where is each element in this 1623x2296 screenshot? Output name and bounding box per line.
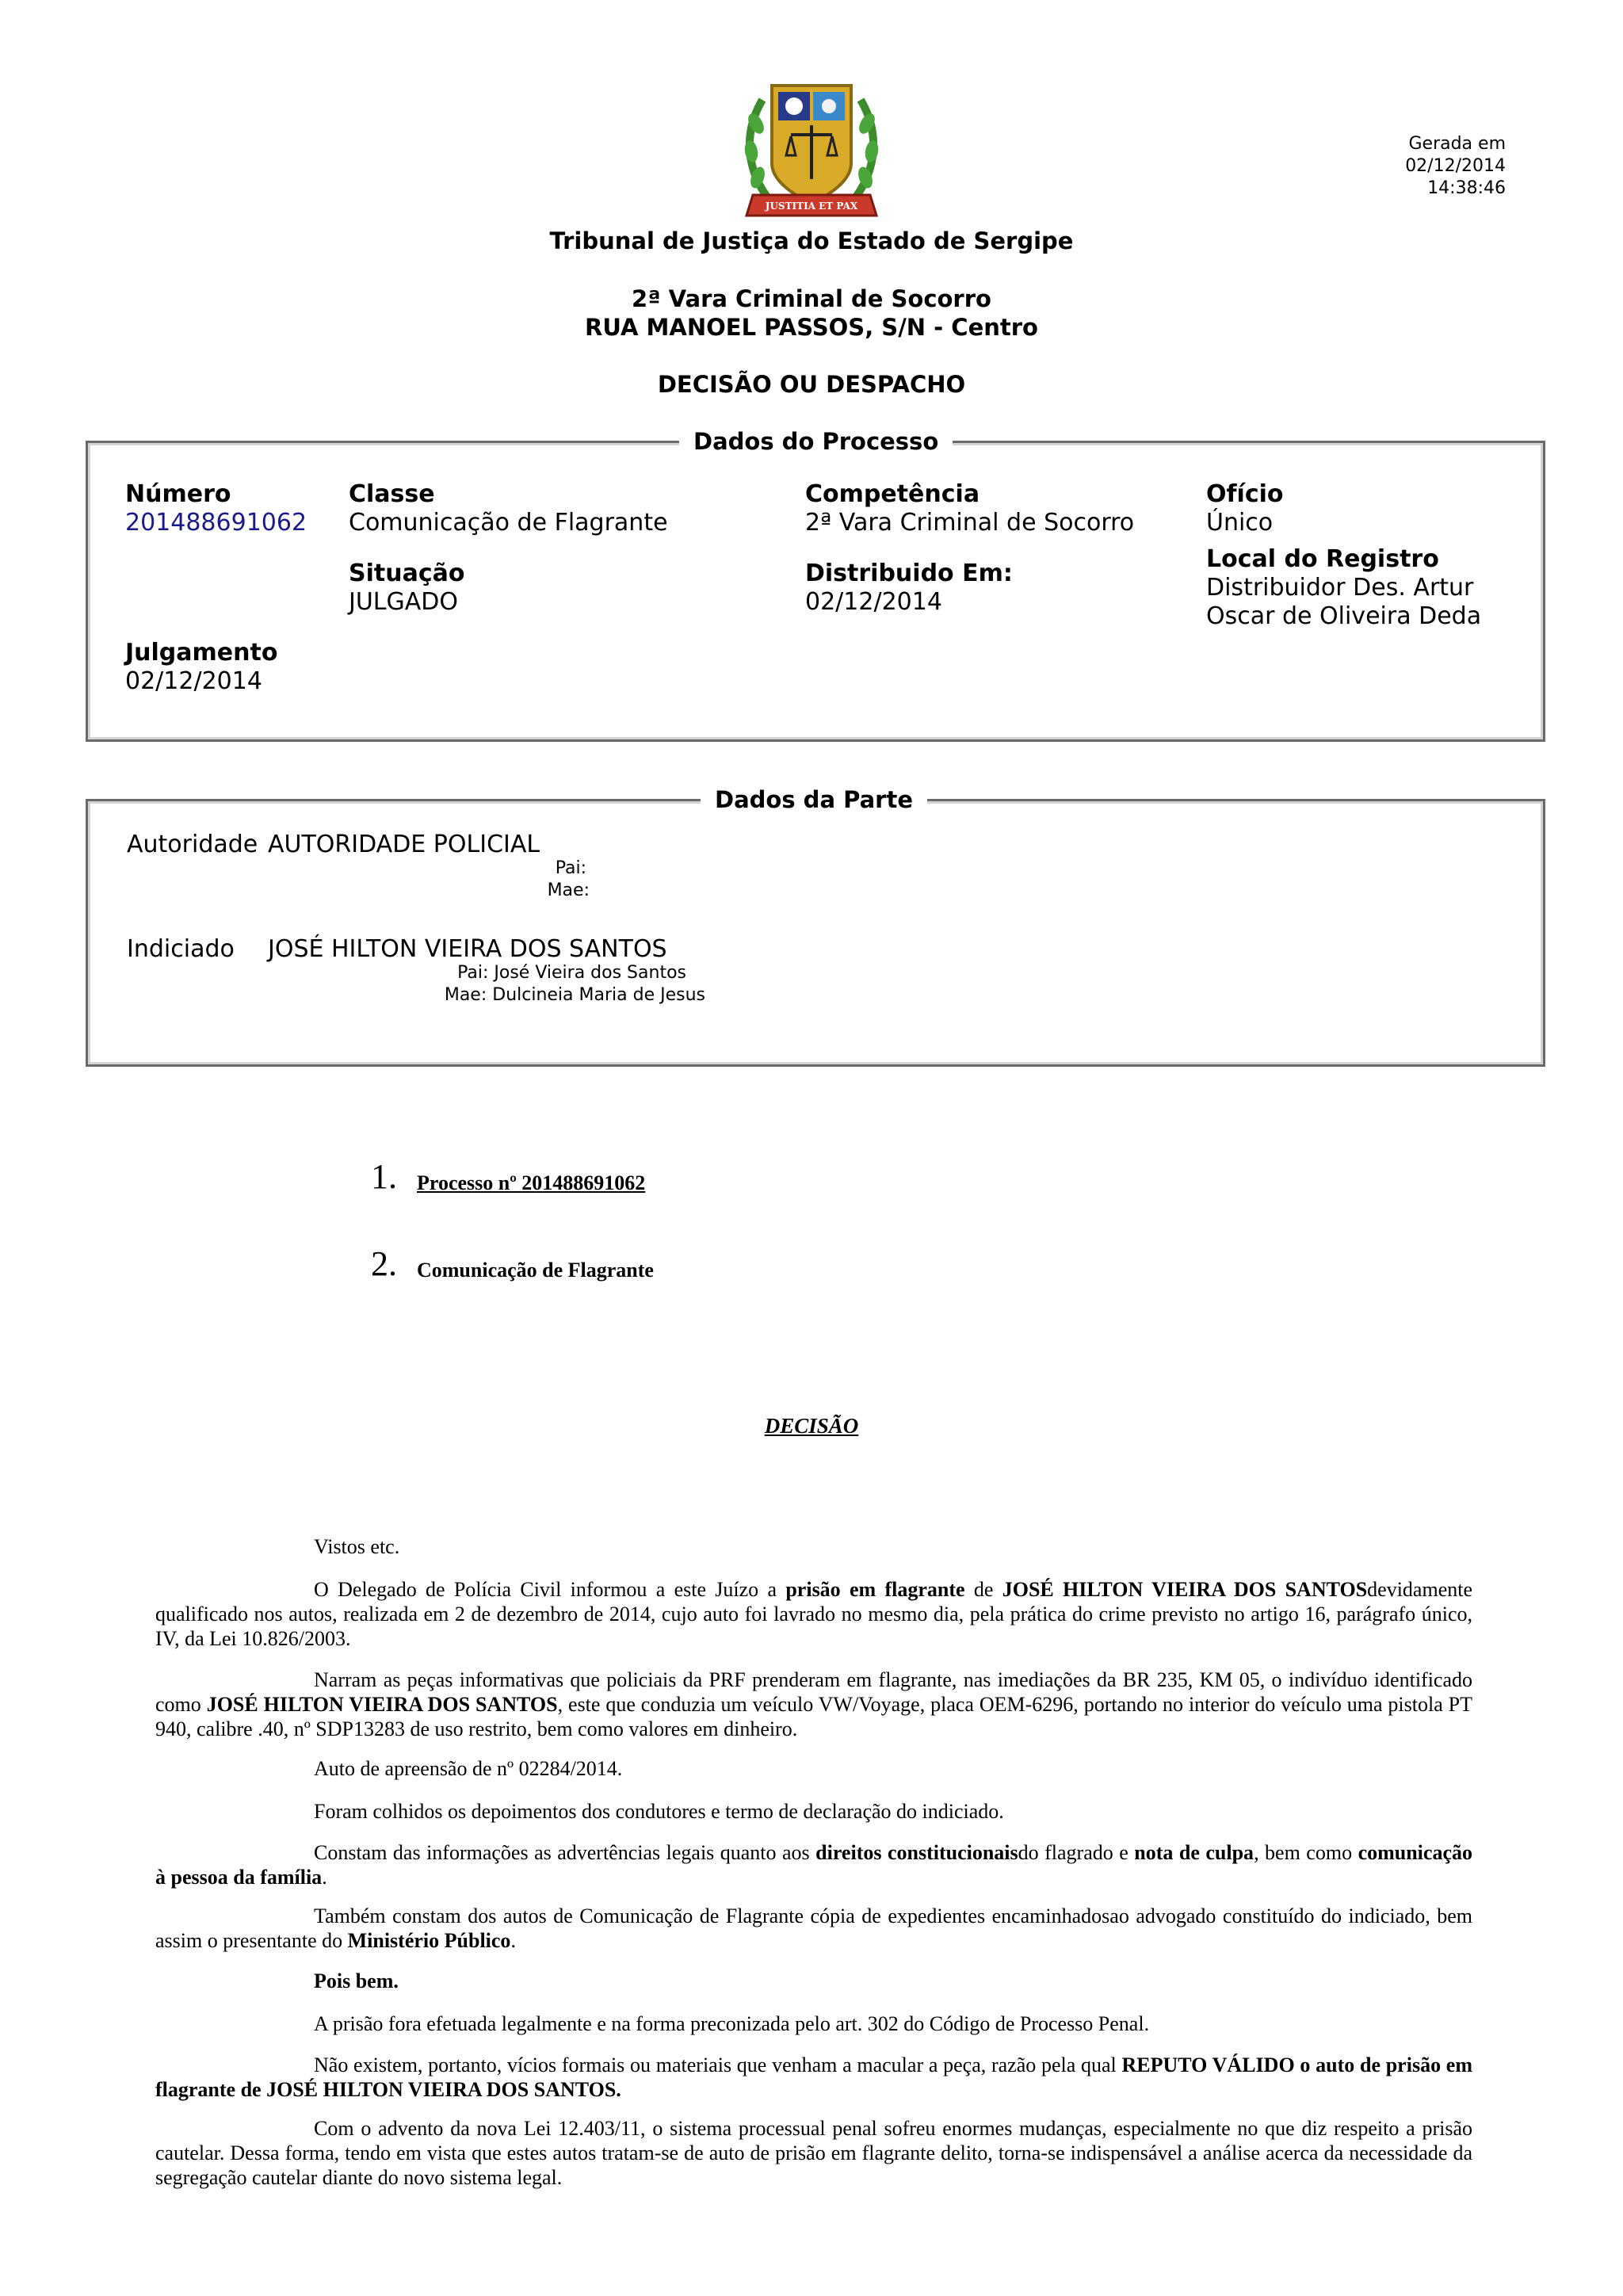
local-registro-line1: Distribuidor Des. Artur [1206, 574, 1474, 602]
party-father: Pai: [555, 858, 586, 878]
party-father: Pai: José Vieira dos Santos [457, 963, 686, 983]
numero-label: Número [125, 480, 231, 508]
paragraph-2: Narram as peças informativas que policiais da PRF prenderam em flagrante, nas imediações da BR 235, KM 05, o indivíduo identificado como JOSÉ HILTON VIEIRA DOS SANTOS, este que conduzia um veículo VW/Voyage, placa OEM-6296, portando no interior do veículo uma pistola PT 940, calibre .40, nº SDP13283 de uso restrito, bem como valores em dinheiro. [155, 1668, 1473, 1740]
situacao-value: JULGADO [349, 588, 459, 616]
situacao-label: Situação [349, 560, 465, 587]
paragraph-1: O Delegado de Polícia Civil informou a este Juízo a prisão em flagrante de JOSÉ HILTON VIEIRA DOS SANTOSdevidamente qualificado nos autos, realizada em 2 de dezembro de 2014, cujo auto foi lavrado no mesmo dia, pela prática do crime previsto no artigo 16, parágrafo único, IV, da Lei 10.826/2003. [155, 1578, 1473, 1650]
process-data-legend: Dados do Processo [679, 429, 953, 454]
paragraph-9: Não existem, portanto, vícios formais ou materiais que venham a macular a peça, razão pela qual REPUTO VÁLIDO o auto de prisão em flagrante de JOSÉ HILTON VIEIRA DOS SANTOS. [155, 2053, 1472, 2101]
classe-value: Comunicação de Flagrante [349, 509, 668, 537]
list-item-process-number: Processo nº 201488691062 [417, 1171, 646, 1194]
generated-time: 14:38:46 [1427, 178, 1506, 198]
party-role: Indiciado [127, 935, 235, 963]
generated-timestamp [1405, 133, 1506, 200]
svg-text:JUSTITIA ET PAX: JUSTITIA ET PAX [765, 201, 858, 212]
party-name: JOSÉ HILTON VIEIRA DOS SANTOS [268, 935, 667, 963]
local-registro-label: Local do Registro [1206, 545, 1439, 573]
party-mother: Mae: Dulcineia Maria de Jesus [444, 985, 705, 1005]
paragraph-6: Também constam dos autos de Comunicação de Flagrante cópia de expedientes encaminhadosao advogado constituído do indiciado, bem assim o presentante do Ministério Público. [155, 1904, 1472, 1952]
court-name: Tribunal de Justiça do Estado de Sergipe [549, 227, 1074, 254]
vara-name: 2ª Vara Criminal de Socorro [632, 285, 991, 312]
paragraph-vistos: Vistos etc. [314, 1535, 400, 1558]
paragraph-5: Constam das informações as advertências legais quanto aos direitos constitucionaisdo flagrado e nota de culpa, bem como comunicação à pessoa da família. [155, 1841, 1472, 1889]
party-name: AUTORIDADE POLICIAL [268, 831, 540, 858]
party-mother: Mae: [547, 881, 590, 900]
paragraph-10: Com o advento da nova Lei 12.403/11, o sistema processual penal sofreu enormes mudanças, especialmente no que diz respeito a prisão cautelar. Dessa forma, tendo em vista que estes autos tratam-se de auto de prisão em flagrante delito, torna-se indispensável a análise acerca da necessidade da segregação cautelar diante do novo sistema legal. [155, 2117, 1472, 2189]
court-coat-of-arms-logo [740, 76, 883, 228]
competencia-value: 2ª Vara Criminal de Socorro [805, 509, 1135, 537]
court-address: RUA MANOEL PASSOS, S/N - Centro [585, 314, 1038, 341]
distribuido-value: 02/12/2014 [805, 588, 942, 616]
party-role: Autoridade [127, 831, 258, 858]
local-registro-line2: Oscar de Oliveira Deda [1206, 602, 1482, 630]
numero-value[interactable]: 201488691062 [125, 509, 307, 537]
decision-title: DECISÃO [764, 1414, 859, 1438]
julgamento-value: 02/12/2014 [125, 667, 262, 695]
competencia-label: Competência [805, 480, 980, 508]
document-type: DECISÃO OU DESPACHO [657, 371, 966, 398]
list-number: 1. [371, 1157, 397, 1196]
list-item-class: Comunicação de Flagrante [417, 1259, 654, 1282]
paragraph-3: Auto de apreensão de nº 02284/2014. [314, 1757, 623, 1780]
generated-date: 02/12/2014 [1405, 156, 1506, 176]
paragraph-4: Foram colhidos os depoimentos dos condutores e termo de declaração do indiciado. [314, 1800, 1004, 1823]
oficio-label: Ofício [1206, 480, 1284, 508]
paragraph-8: A prisão fora efetuada legalmente e na forma preconizada pelo art. 302 do Código de Processo Penal. [314, 2012, 1150, 2035]
paragraph-7: Pois bem. [314, 1969, 399, 1992]
oficio-value: Único [1206, 509, 1274, 537]
party-data-legend: Dados da Parte [701, 787, 927, 812]
classe-label: Classe [349, 480, 435, 508]
generated-label: Gerada em [1408, 134, 1506, 154]
julgamento-label: Julgamento [125, 639, 278, 667]
list-number: 2. [371, 1244, 397, 1283]
distribuido-label: Distribuido Em: [805, 560, 1013, 587]
